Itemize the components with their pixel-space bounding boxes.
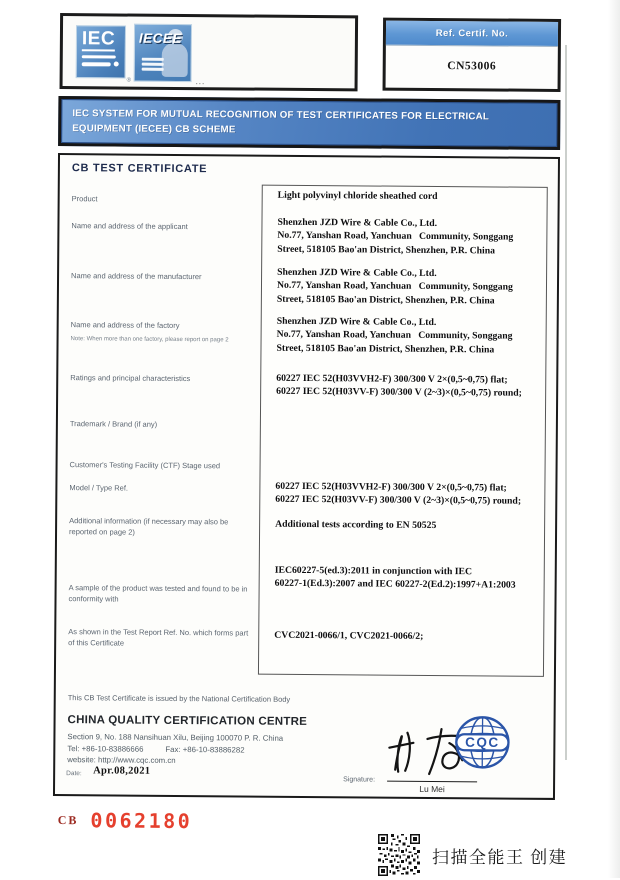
ncb-tel: Tel: +86-10-83886666: [67, 744, 143, 754]
signer-name: Lu Mei: [387, 784, 477, 795]
ref-certif-box: [383, 18, 562, 92]
row-label: Name and address of the manufacturer: [71, 271, 251, 283]
row-value: 60227 IEC 52(H03VVH2-F) 300/300 V 2×(0,5~0,75) flat; 60227 IEC 52(H03VV-F) 300/300 V (2~3)×(0,5~0,75) round;: [268, 372, 546, 401]
registered-mark: ®: [127, 78, 131, 84]
row-label: Trademark / Brand (if any): [70, 419, 250, 431]
row-note: Note: When more than one factory, please report on page 2: [71, 336, 256, 343]
scheme-banner-text: IEC SYSTEM FOR MUTUAL RECOGNITION OF TEST CERTIFICATES FOR ELECTRICAL EQUIPMENT (IECEE) CB SCHEME: [72, 106, 546, 140]
row-value: Shenzhen JZD Wire & Cable Co., Ltd. No.77, Yanshan Road, Yanchuan Community, Songgang Street, 518105 Bao'an District, Shenzhen, P.R. China: [268, 315, 546, 357]
ref-certif-value: CN53006: [386, 46, 558, 73]
row-label: Name and address of the factory: [71, 320, 251, 332]
signature-line: [387, 781, 477, 783]
row-value: CVC2021-0066/1, CVC2021-0066/2;: [266, 629, 544, 645]
iec-logo: [76, 25, 126, 78]
row-product: [72, 187, 550, 209]
row-model-type: [69, 478, 547, 498]
signature-label: Signature:: [343, 776, 375, 783]
row-value: Additional tests according to EN 50525: [267, 518, 545, 534]
scheme-banner: [58, 96, 560, 150]
iec-logo-text: IEC: [82, 29, 115, 51]
logo-box: [60, 13, 359, 91]
row-label: A sample of the product was tested and found to be in conformity with: [68, 583, 248, 606]
cqc-logo-text: CQC: [465, 735, 500, 750]
qr-code: [378, 834, 420, 876]
row-value: Shenzhen JZD Wire & Cable Co., Ltd. No.77, Yanshan Road, Yanchuan Community, Songgang Street, 518105 Bao'an District, Shenzhen, P.R. China: [269, 266, 547, 308]
ncb-website: website: http://www.cqc.com.cn: [67, 755, 175, 765]
ncb-name: CHINA QUALITY CERTIFICATION CENTRE: [68, 714, 308, 728]
iecee-logo-bars: [142, 55, 164, 71]
row-value: 60227 IEC 52(H03VVH2-F) 300/300 V 2×(0,5~0,75) flat; 60227 IEC 52(H03VV-F) 300/300 V (2~3)×(0,5~0,75) round;: [267, 480, 545, 509]
paper-edge: [565, 45, 567, 760]
iecee-figure-body: [162, 43, 188, 77]
iec-logo-bars: [82, 55, 125, 67]
ncb-address: Section 9, No. 188 Nansihuan Xilu, Beijing 100070 P. R. China: [67, 732, 283, 743]
certificate-body: [53, 153, 560, 800]
ref-certif-label: Ref. Certif. No.: [386, 21, 558, 47]
ncb-telfax: [67, 744, 266, 755]
row-label: Customer's Testing Facility (CTF) Stage used: [70, 460, 250, 472]
row-value: IEC60227-5(ed.3):2011 in conjunction with IEC 60227-1(Ed.3):2007 and IEC 60227-2(Ed.2):1997+A1:2003: [267, 564, 545, 593]
scan-edge-shade: [608, 0, 620, 878]
row-label: Additional information (if necessary may also be reported on page 2): [69, 516, 249, 539]
certificate-title: CB TEST CERTIFICATE: [72, 162, 207, 175]
issued-statement: This CB Test Certificate is issued by the National Certification Body: [68, 693, 291, 704]
cb-prefix: CB: [58, 813, 79, 828]
row-conformity-standards: [68, 562, 546, 609]
row-label: Ratings and principal characteristics: [70, 373, 250, 385]
row-label: Name and address of the applicant: [71, 221, 251, 233]
scan-app-watermark: 扫描全能王 创建: [432, 843, 567, 868]
row-label: Product: [72, 194, 252, 206]
row-additional-info: [69, 516, 547, 542]
row-value: Light polyvinyl chloride sheathed cord: [270, 189, 548, 205]
iecee-logo: [134, 24, 192, 82]
ncb-fax: Fax: +86-10-83886282: [165, 745, 244, 755]
row-label: Model / Type Ref.: [69, 483, 249, 495]
cqc-logo: [453, 714, 511, 770]
row-ratings: [70, 370, 548, 388]
row-manufacturer: [71, 264, 549, 286]
date-value: Apr.08,2021: [93, 765, 150, 776]
row-applicant: [71, 214, 549, 236]
iecee-logo-text: IECEE: [139, 31, 182, 46]
row-label: As shown in the Test Report Ref. No. which forms part of this Certificate: [68, 627, 248, 650]
cb-number-stamp: [58, 808, 193, 833]
row-test-report: [68, 627, 546, 653]
cb-number: 0062180: [90, 808, 192, 833]
row-value: Shenzhen JZD Wire & Cable Co., Ltd. No.77, Yanshan Road, Yanchuan Community, Songgang Street, 518105 Bao'an District, Shenzhen, P.R. China: [269, 216, 547, 258]
trailing-dots: ...: [196, 77, 206, 86]
date-label: Date:: [66, 770, 82, 777]
row-factory: [71, 313, 549, 346]
